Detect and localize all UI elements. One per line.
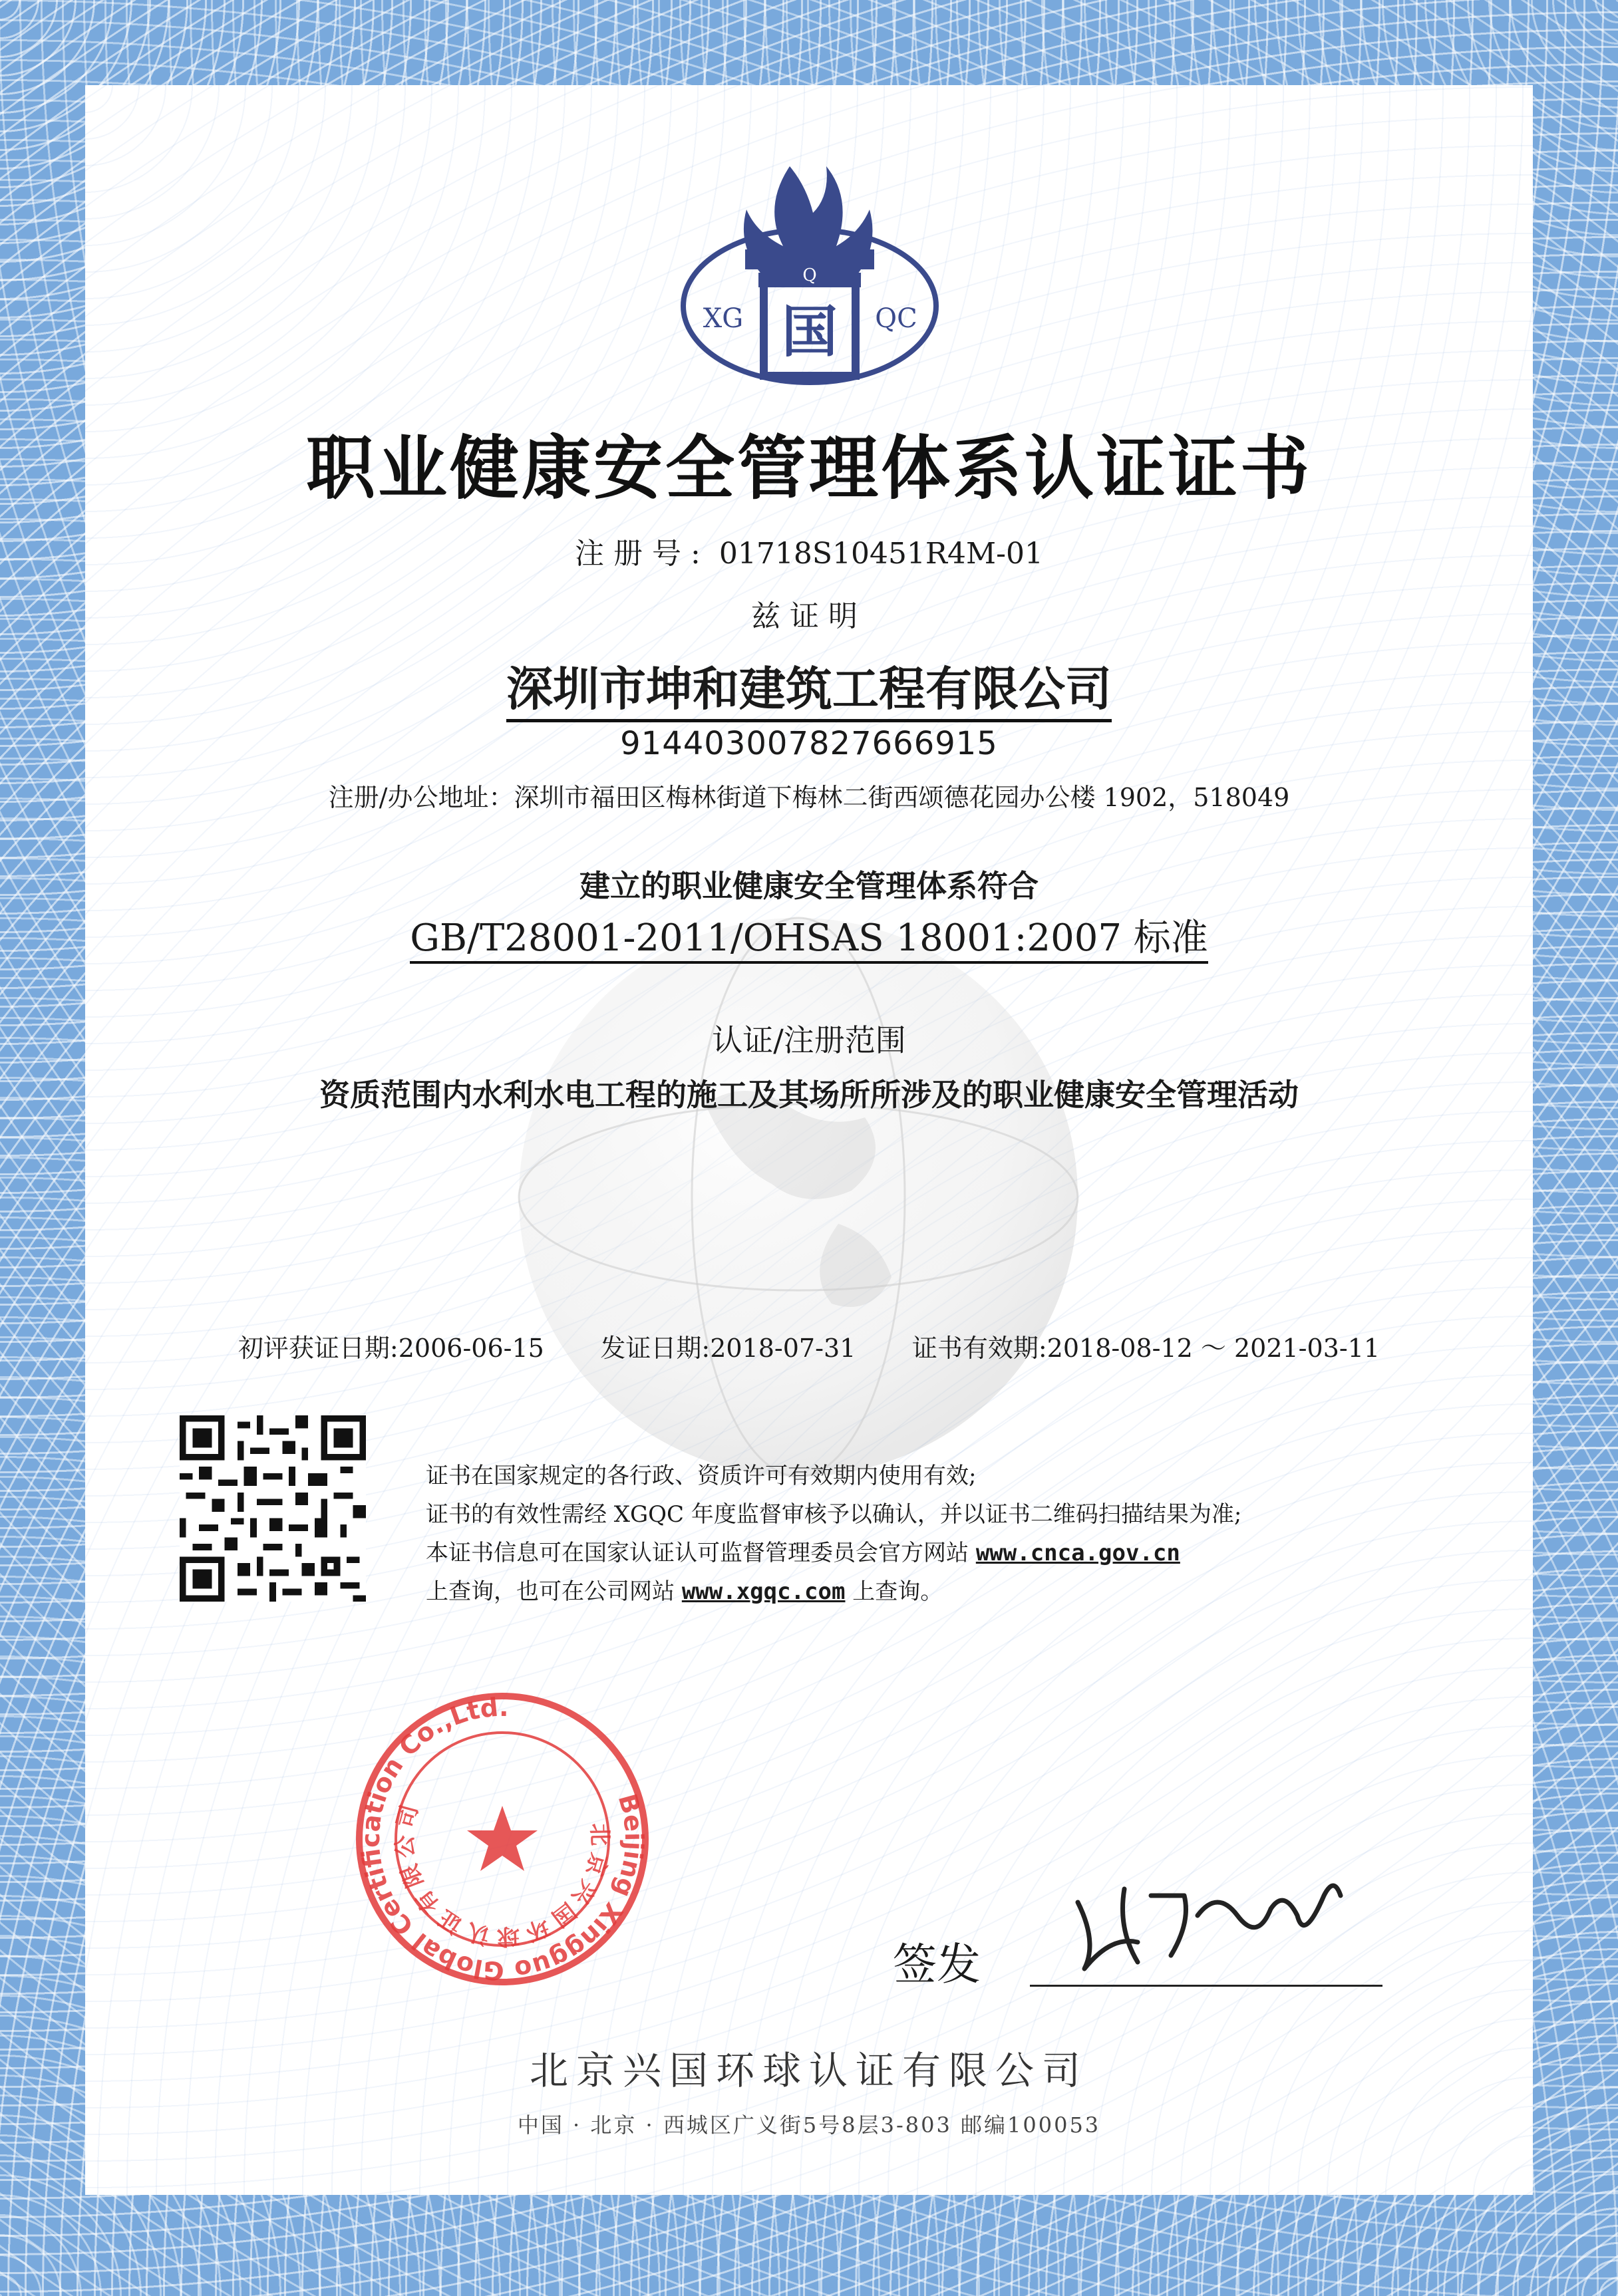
initial-date: 2006-06-15	[398, 1334, 544, 1363]
logo-xg-text: XG	[703, 303, 744, 334]
registration-label: 注册号:	[575, 537, 710, 571]
dates-row	[0, 1328, 1618, 1364]
seal-inner-text: 北京兴国环球认证有限公司	[391, 1796, 613, 1950]
company-name-line	[0, 652, 1618, 719]
hereby-certify: 兹证明	[751, 599, 867, 633]
issue-date-label: 发证日期:	[600, 1334, 711, 1363]
initial-date-label: 初评获证日期:	[238, 1334, 399, 1363]
signature-line	[1030, 1985, 1382, 1987]
cnca-website-link[interactable]: www.cnca.gov.cn	[975, 1540, 1180, 1566]
company-seal	[353, 1689, 652, 1989]
validity-tilde: ～	[1200, 1334, 1226, 1363]
logo-q-letter: Q	[802, 265, 817, 285]
note-line-4	[426, 1572, 1490, 1611]
company-address: 注册/办公地址：深圳市福田区梅林街道下梅林二街西颂德花园办公楼 1902，518049	[328, 783, 1290, 812]
certificate-title: 职业健康安全管理体系认证证书	[305, 428, 1312, 509]
standard-line	[0, 909, 1618, 962]
registration-line	[0, 529, 1618, 572]
registration-number: 01718S10451R4M-01	[719, 537, 1043, 571]
xgqc-torch-logo	[673, 140, 946, 406]
logo-guo-character: 国	[781, 299, 838, 364]
validity-label: 证书有效期:	[911, 1334, 1047, 1363]
handwritten-signature	[1064, 1876, 1357, 1982]
issuing-body-address: 中国 · 北京 · 西城区广义街5号8层3-803 邮编100053	[517, 2112, 1101, 2138]
certification-scope: 资质范围内水利水电工程的施工及其场所所涉及的职业健康安全管理活动	[319, 1077, 1299, 1113]
note-line-4-text: 上查询，也可在公司网站	[426, 1578, 675, 1605]
note-line-4-end: 上查询。	[852, 1578, 943, 1605]
standard-name: GB/T28001-2011/OHSAS 18001:2007 标准	[410, 917, 1208, 964]
xgqc-website-link[interactable]: www.xgqc.com	[681, 1578, 846, 1605]
issued-by-label: 签发	[893, 1939, 981, 1990]
logo-qc-text: QC	[875, 303, 917, 334]
company-name: 深圳市坤和建筑工程有限公司	[506, 662, 1112, 722]
note-line-1: 证书在国家规定的各行政、资质许可有效期内使用有效;	[426, 1463, 977, 1489]
qr-code[interactable]	[180, 1415, 366, 1602]
note-line-3-text: 本证书信息可在国家认证认可监督管理委员会官方网站	[426, 1540, 969, 1566]
globe-watermark	[506, 905, 1091, 1490]
valid-from: 2018-08-12	[1047, 1334, 1193, 1363]
credit-code: 914403007827666915	[620, 725, 998, 762]
valid-to: 2021-03-11	[1233, 1334, 1380, 1363]
seal-outer-text: Beijing Xingguo Global Certification Co.,Ltd.	[355, 1692, 649, 1986]
note-line-3	[426, 1534, 1490, 1572]
note-line-2: 证书的有效性需经 XGQC 年度监督审核予以确认，并以证书二维码扫描结果为准;	[426, 1501, 1242, 1528]
established-statement: 建立的职业健康安全管理体系符合	[579, 868, 1039, 904]
scope-label: 认证/注册范围	[712, 1022, 906, 1058]
issuing-body-name: 北京兴国环球认证有限公司	[529, 2048, 1088, 2093]
issue-date: 2018-07-31	[710, 1334, 856, 1363]
certificate-notes	[426, 1457, 1490, 1611]
